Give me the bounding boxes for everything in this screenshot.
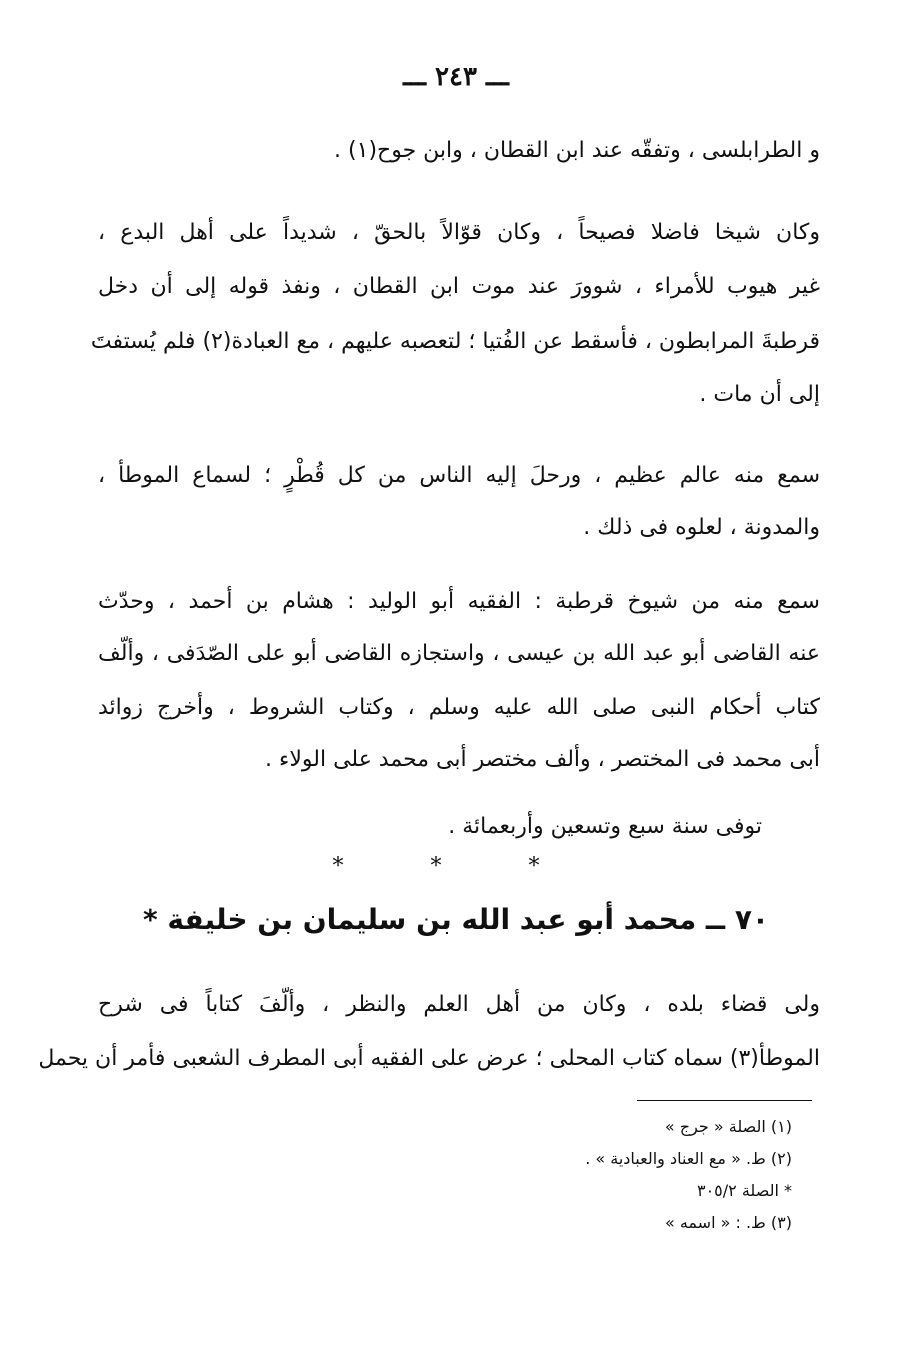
footnote-2: (٢) ط. « مع العناد والعبادية » . [585, 1149, 792, 1168]
paragraph-2-line-3: قرطبةَ المرابطون ، فأسقط عن الفُتيا ؛ لتعصبه عليهم ، مع العبادة(٢) فلم يُستفتَ [90, 329, 820, 354]
footnote-star: * الصلة ٣٠٥/٢ [696, 1181, 792, 1200]
section-separator: * * * [332, 854, 580, 879]
page-number: ـــ ٢٤٣ ـــ [403, 62, 509, 92]
paragraph-4-line-4: أبى محمد فى المختصر ، وألف مختصر أبى محمد على الولاء . [265, 747, 820, 772]
entry-heading: ٧٠ ــ محمد أبو عبد الله بن سليمان بن خليفة * [142, 903, 769, 936]
footnote-3: (٣) ط. : « اسمه » [664, 1213, 792, 1232]
paragraph-5-line-1: توفى سنة سبع وتسعين وأربعمائة . [448, 814, 762, 839]
paragraph-4-line-2: عنه القاضى أبو عبد الله بن عيسى ، واستجازه القاضى أبو على الصّدَفى ، وألّف [98, 641, 820, 666]
paragraph-6-line-1: ولى قضاء بلده ، وكان من أهل العلم والنظر ، وألّفَ كتاباً فى شرح [98, 992, 820, 1017]
paragraph-4-line-1: سمع منه من شيوخ قرطبة : الفقيه أبو الوليد : هشام بن أحمد ، وحدّث [98, 589, 820, 614]
paragraph-3-line-1: سمع منه عالم عظيم ، ورحلَ إليه الناس من كل قُطْرٍ ؛ لسماع الموطأ ، [98, 463, 820, 488]
paragraph-2-line-4: إلى أن مات . [699, 382, 820, 407]
paragraph-2-line-1: وكان شيخا فاضلا فصيحاً ، وكان قوّالاً بالحقّ ، شديداً على أهل البدع ، [98, 220, 820, 245]
paragraph-4-line-3: كتاب أحكام النبى صلى الله عليه وسلم ، وكتاب الشروط ، وأخرج زوائد [98, 695, 820, 720]
footnote-1: (١) الصلة « جرج » [664, 1117, 792, 1136]
paragraph-1-line-1: و الطرابلسى ، وتفقّه عند ابن القطان ، وابن جوح(١) . [334, 138, 820, 163]
paragraph-6-line-2: الموطأ(٣) سماه كتاب المحلى ؛ عرض على الفقيه أبى المطرف الشعبى فأمر أن يحمل [38, 1046, 820, 1071]
paragraph-3-line-2: والمدونة ، لعلوه فى ذلك . [583, 515, 820, 540]
footnote-divider [637, 1100, 812, 1101]
paragraph-2-line-2: غير هيوب للأمراء ، شوورَ عند موت ابن القطان ، ونفذ قوله إلى أن دخل [98, 274, 820, 299]
